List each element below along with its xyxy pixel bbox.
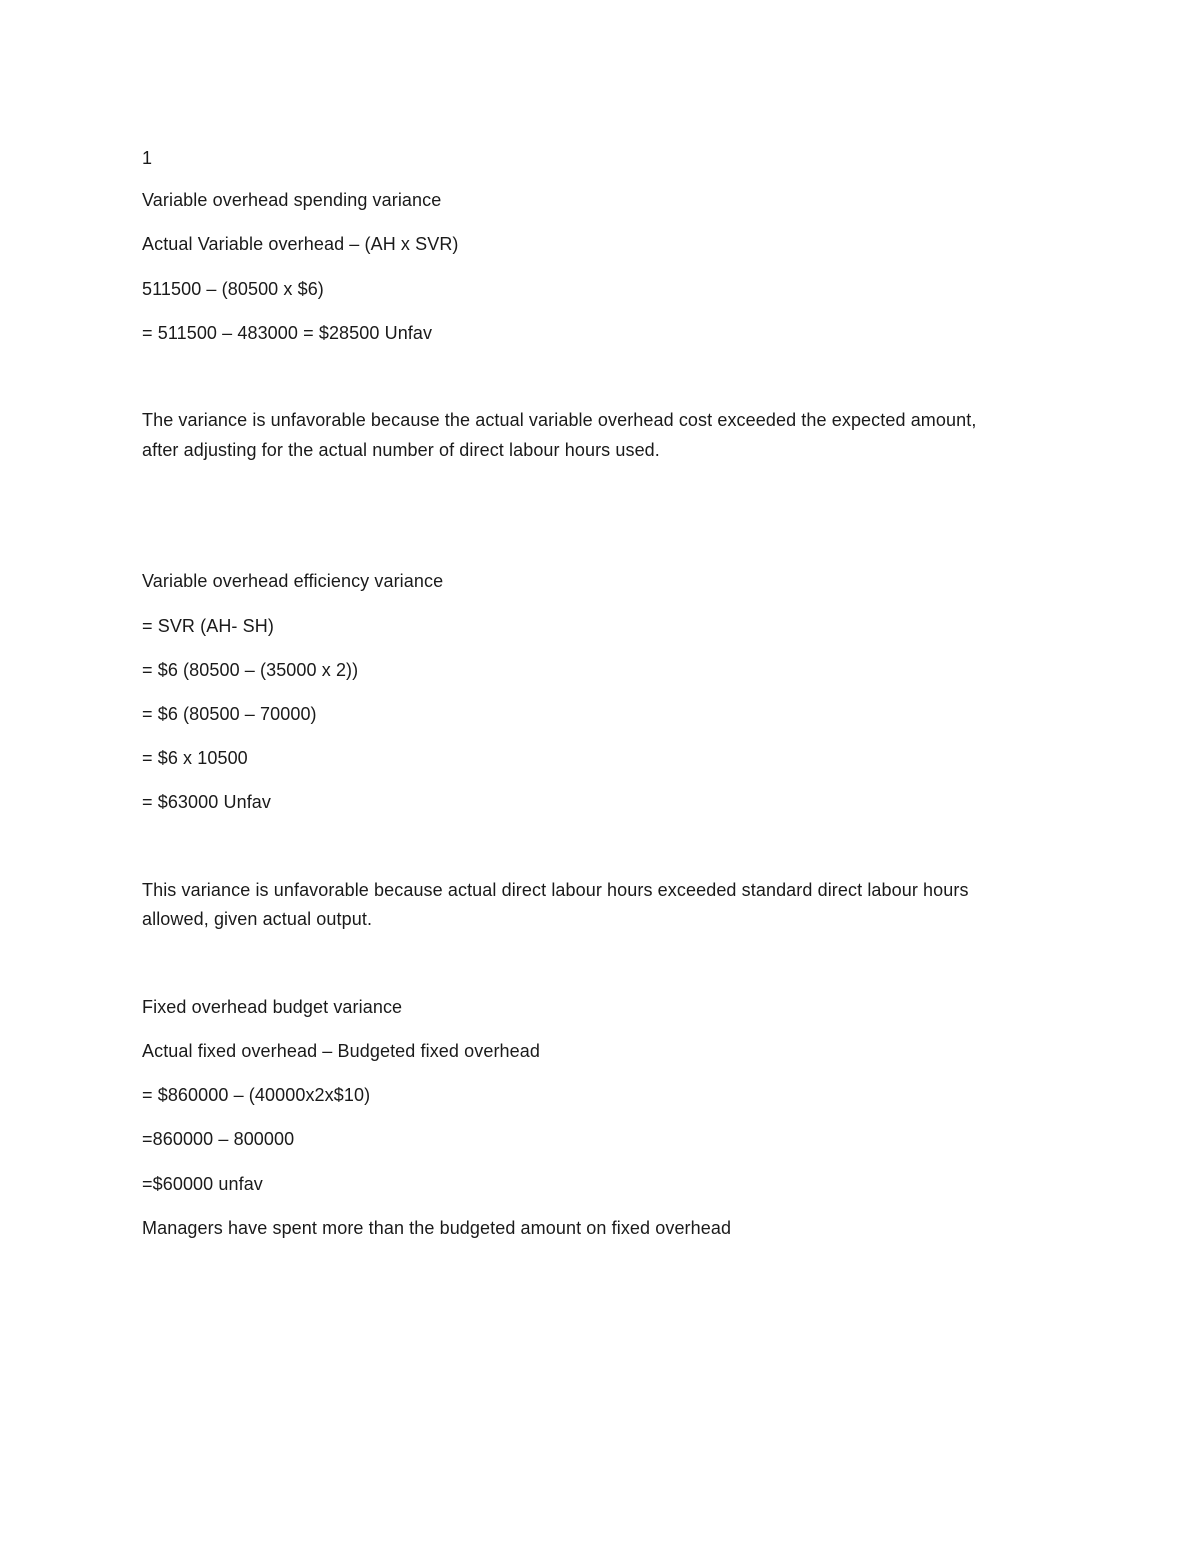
efficiency-variance-step-2: = $6 (80500 – (35000 x 2)) xyxy=(142,660,359,680)
efficiency-explanation-line-1: This variance is unfavorable because actual direct labour hours exceeded standard direct labour hours xyxy=(142,880,969,900)
efficiency-variance-heading: Variable overhead efficiency variance xyxy=(142,571,444,591)
page-number: 1 xyxy=(142,148,153,168)
fixed-budget-variance-step-1: = $860000 – (40000x2x$10) xyxy=(142,1085,371,1105)
spending-variance-heading: Variable overhead spending variance xyxy=(142,190,442,210)
efficiency-variance-step-1: = SVR (AH- SH) xyxy=(142,616,274,636)
fixed-budget-variance-step-3: =$60000 unfav xyxy=(142,1174,263,1194)
efficiency-explanation-line-2: allowed, given actual output. xyxy=(142,909,373,929)
spending-explanation-line-2: after adjusting for the actual number of direct labour hours used. xyxy=(142,440,660,460)
fixed-budget-conclusion: Managers have spent more than the budgeted amount on fixed overhead xyxy=(142,1218,732,1238)
efficiency-variance-step-4: = $6 x 10500 xyxy=(142,748,248,768)
spending-variance-step-2: = 511500 – 483000 = $28500 Unfav xyxy=(142,323,433,343)
fixed-budget-variance-heading: Fixed overhead budget variance xyxy=(142,997,403,1017)
spending-variance-step-1: 511500 – (80500 x $6) xyxy=(142,279,324,299)
efficiency-variance-step-3: = $6 (80500 – 70000) xyxy=(142,704,317,724)
fixed-budget-variance-formula: Actual fixed overhead – Budgeted fixed overhead xyxy=(142,1041,540,1061)
efficiency-variance-step-5: = $63000 Unfav xyxy=(142,792,271,812)
fixed-budget-variance-step-2: =860000 – 800000 xyxy=(142,1129,295,1149)
spending-variance-formula: Actual Variable overhead – (AH x SVR) xyxy=(142,234,459,254)
spending-explanation-line-1: The variance is unfavorable because the actual variable overhead cost exceeded the expected amount, xyxy=(142,410,977,430)
